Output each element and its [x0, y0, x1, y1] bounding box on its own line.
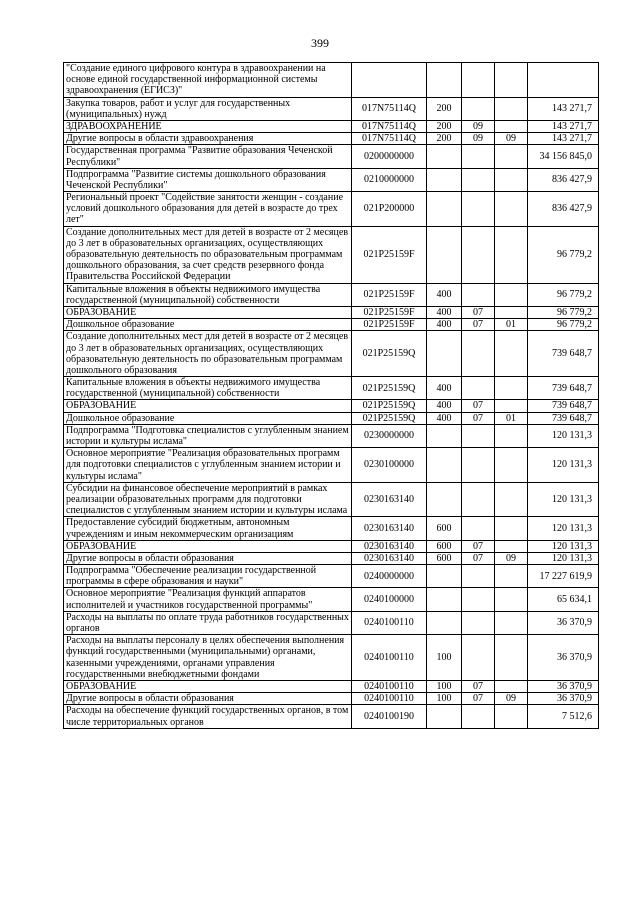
expense-name-cell: Другие вопросы в области образования [64, 552, 352, 564]
amount-cell: 36 370,9 [528, 680, 599, 692]
expense-name-cell: Субсидии на финансовое обеспечение мероприятий в рамках реализации образовательных программ для подготовки специалистов с углубленным знанием истории и культуры ислама [64, 482, 352, 517]
table-row [64, 226, 599, 283]
section-code-cell [462, 145, 495, 168]
expense-name-cell: Подпрограмма "Обеспечение реализации государственной программы в сфере образования и науки" [64, 565, 352, 588]
expense-type-cell [427, 482, 462, 517]
subsection-code-cell [495, 168, 528, 191]
amount-cell: 836 427,9 [528, 192, 599, 227]
subsection-code-cell [495, 97, 528, 120]
expense-type-cell [427, 168, 462, 191]
target-article-code-cell: 0210000000 [352, 168, 427, 191]
expense-type-cell: 600 [427, 552, 462, 564]
subsection-code-cell [495, 226, 528, 283]
expense-type-cell [427, 424, 462, 447]
table-row [64, 705, 599, 728]
amount-cell: 120 131,3 [528, 552, 599, 564]
section-code-cell [462, 283, 495, 306]
expense-type-cell [427, 588, 462, 611]
section-code-cell [462, 588, 495, 611]
expense-type-cell: 100 [427, 693, 462, 705]
section-code-cell: 09 [462, 120, 495, 132]
section-code-cell [462, 331, 495, 377]
section-code-cell: 07 [462, 400, 495, 412]
expense-name-cell: Государственная программа "Развитие образования Чеченской Республики" [64, 145, 352, 168]
target-article-code-cell: 0230000000 [352, 424, 427, 447]
expense-name-cell: Региональный проект "Содействие занятости женщин - создание условий дошкольного образования для детей в возрасте до трех лет" [64, 192, 352, 227]
target-article-code-cell: 021P200000 [352, 192, 427, 227]
subsection-code-cell [495, 63, 528, 98]
target-article-code-cell: 0200000000 [352, 145, 427, 168]
table-row [64, 565, 599, 588]
expense-name-cell: Основное мероприятие "Реализация образовательных программ для подготовки специалистов с углубленным знанием истории и культуры ислама" [64, 448, 352, 483]
section-code-cell [462, 565, 495, 588]
page-number: 399 [311, 36, 329, 50]
amount-cell: 120 131,3 [528, 517, 599, 540]
expense-name-cell: ОБРАЗОВАНИЕ [64, 400, 352, 412]
target-article-code-cell: 017N75114Q [352, 120, 427, 132]
target-article-code-cell: 021P25159F [352, 319, 427, 331]
table-row [64, 331, 599, 377]
budget-table-body [64, 63, 599, 729]
amount-cell [528, 63, 599, 98]
target-article-code-cell: 0240000000 [352, 565, 427, 588]
expense-type-cell: 400 [427, 283, 462, 306]
target-article-code-cell: 021P25159Q [352, 400, 427, 412]
amount-cell: 7 512,6 [528, 705, 599, 728]
expense-type-cell: 400 [427, 319, 462, 331]
subsection-code-cell [495, 145, 528, 168]
subsection-code-cell [495, 680, 528, 692]
amount-cell: 96 779,2 [528, 306, 599, 318]
amount-cell: 36 370,9 [528, 693, 599, 705]
subsection-code-cell [495, 635, 528, 681]
expense-type-cell [427, 705, 462, 728]
subsection-code-cell [495, 611, 528, 634]
subsection-code-cell [495, 705, 528, 728]
target-article-code-cell: 0230163140 [352, 482, 427, 517]
target-article-code-cell: 0230163140 [352, 552, 427, 564]
subsection-code-cell: 09 [495, 552, 528, 564]
table-row [64, 588, 599, 611]
expense-type-cell: 400 [427, 400, 462, 412]
expense-type-cell: 200 [427, 120, 462, 132]
subsection-code-cell [495, 120, 528, 132]
expense-name-cell: Дошкольное образование [64, 319, 352, 331]
subsection-code-cell: 01 [495, 412, 528, 424]
subsection-code-cell [495, 565, 528, 588]
target-article-code-cell: 0230163140 [352, 540, 427, 552]
expense-name-cell: Другие вопросы в области образования [64, 693, 352, 705]
target-article-code-cell: 021P25159Q [352, 331, 427, 377]
table-row [64, 306, 599, 318]
section-code-cell: 07 [462, 306, 495, 318]
expense-type-cell: 200 [427, 97, 462, 120]
amount-cell: 17 227 619,9 [528, 565, 599, 588]
subsection-code-cell [495, 400, 528, 412]
target-article-code-cell: 017N75114Q [352, 133, 427, 145]
expense-type-cell: 400 [427, 377, 462, 400]
target-article-code-cell: 021P25159F [352, 283, 427, 306]
amount-cell: 739 648,7 [528, 377, 599, 400]
section-code-cell: 07 [462, 552, 495, 564]
subsection-code-cell [495, 283, 528, 306]
expense-name-cell: Основное мероприятие "Реализация функций аппаратов исполнителей и участников государственной программы" [64, 588, 352, 611]
amount-cell: 739 648,7 [528, 412, 599, 424]
expense-name-cell: Подпрограмма "Подготовка специалистов с углубленным знанием истории и культуры ислама" [64, 424, 352, 447]
subsection-code-cell [495, 588, 528, 611]
amount-cell: 120 131,3 [528, 448, 599, 483]
subsection-code-cell [495, 540, 528, 552]
amount-cell: 96 779,2 [528, 226, 599, 283]
expense-name-cell: Другие вопросы в области здравоохранения [64, 133, 352, 145]
expense-name-cell: Капитальные вложения в объекты недвижимого имущества государственной (муниципальной) собственности [64, 283, 352, 306]
amount-cell: 739 648,7 [528, 400, 599, 412]
target-article-code-cell: 021P25159F [352, 226, 427, 283]
table-row [64, 517, 599, 540]
section-code-cell [462, 63, 495, 98]
subsection-code-cell: 09 [495, 133, 528, 145]
target-article-code-cell [352, 63, 427, 98]
table-row [64, 377, 599, 400]
table-row [64, 120, 599, 132]
subsection-code-cell [495, 306, 528, 318]
expense-name-cell: ОБРАЗОВАНИЕ [64, 680, 352, 692]
amount-cell: 143 271,7 [528, 97, 599, 120]
expense-type-cell [427, 226, 462, 283]
expense-type-cell: 400 [427, 412, 462, 424]
expense-name-cell: Подпрограмма "Развитие системы дошкольного образования Чеченской Республики" [64, 168, 352, 191]
table-row [64, 635, 599, 681]
table-row [64, 400, 599, 412]
table-row [64, 133, 599, 145]
amount-cell: 120 131,3 [528, 424, 599, 447]
table-row [64, 424, 599, 447]
amount-cell: 36 370,9 [528, 635, 599, 681]
target-article-code-cell: 0240100110 [352, 680, 427, 692]
table-row [64, 319, 599, 331]
expense-type-cell: 100 [427, 635, 462, 681]
section-code-cell [462, 517, 495, 540]
target-article-code-cell: 0230100000 [352, 448, 427, 483]
table-row [64, 482, 599, 517]
expense-type-cell [427, 192, 462, 227]
expense-type-cell [427, 63, 462, 98]
expense-name-cell: Закупка товаров, работ и услуг для государственных (муниципальных) нужд [64, 97, 352, 120]
expense-type-cell [427, 145, 462, 168]
target-article-code-cell: 0240100110 [352, 611, 427, 634]
expense-type-cell: 600 [427, 517, 462, 540]
section-code-cell [462, 97, 495, 120]
target-article-code-cell: 0230163140 [352, 517, 427, 540]
amount-cell: 36 370,9 [528, 611, 599, 634]
subsection-code-cell [495, 424, 528, 447]
section-code-cell [462, 226, 495, 283]
section-code-cell: 07 [462, 693, 495, 705]
target-article-code-cell: 0240100110 [352, 693, 427, 705]
expense-name-cell: ЗДРАВООХРАНЕНИЕ [64, 120, 352, 132]
expense-name-cell: Расходы на выплаты по оплате труда работников государственных органов [64, 611, 352, 634]
expense-type-cell: 600 [427, 540, 462, 552]
table-row [64, 283, 599, 306]
amount-cell: 65 634,1 [528, 588, 599, 611]
subsection-code-cell [495, 482, 528, 517]
section-code-cell [462, 448, 495, 483]
section-code-cell [462, 635, 495, 681]
section-code-cell: 07 [462, 319, 495, 331]
section-code-cell [462, 482, 495, 517]
amount-cell: 96 779,2 [528, 283, 599, 306]
expense-type-cell: 100 [427, 680, 462, 692]
expense-type-cell [427, 331, 462, 377]
table-row [64, 192, 599, 227]
expense-name-cell: "Создание единого цифрового контура в здравоохранении на основе единой государственной информационной системы здравоохранения (ЕГИСЗ)" [64, 63, 352, 98]
table-row [64, 611, 599, 634]
expense-name-cell: Расходы на обеспечение функций государственных органов, в том числе территориальных органов [64, 705, 352, 728]
target-article-code-cell: 0240100000 [352, 588, 427, 611]
table-row [64, 97, 599, 120]
table-row [64, 168, 599, 191]
section-code-cell: 07 [462, 540, 495, 552]
expense-name-cell: Создание дополнительных мест для детей в возрасте от 2 месяцев до 3 лет в образовательных организациях, осуществляющих образовательную деятельность по образовательным программам дошкольного образования [64, 331, 352, 377]
expense-type-cell: 200 [427, 133, 462, 145]
subsection-code-cell [495, 517, 528, 540]
expense-name-cell: ОБРАЗОВАНИЕ [64, 306, 352, 318]
target-article-code-cell: 0240100110 [352, 635, 427, 681]
target-article-code-cell: 017N75114Q [352, 97, 427, 120]
section-code-cell [462, 192, 495, 227]
section-code-cell [462, 705, 495, 728]
expense-name-cell: ОБРАЗОВАНИЕ [64, 540, 352, 552]
section-code-cell: 07 [462, 412, 495, 424]
target-article-code-cell: 021P25159Q [352, 412, 427, 424]
target-article-code-cell: 021P25159F [352, 306, 427, 318]
expense-name-cell: Создание дополнительных мест для детей в возрасте от 2 месяцев до 3 лет в образовательных организациях, осуществляющих образовательную деятельность по образовательным программам дошкольного образования, за счет средств резервного фонда Правительства Российской Федерации [64, 226, 352, 283]
section-code-cell [462, 168, 495, 191]
subsection-code-cell [495, 448, 528, 483]
subsection-code-cell: 09 [495, 693, 528, 705]
expense-name-cell: Расходы на выплаты персоналу в целях обеспечения выполнения функций государственными (муниципальными) органами, казенными учреждениями, органами управления государственными внебюджетными фондами [64, 635, 352, 681]
expense-type-cell: 400 [427, 306, 462, 318]
table-row [64, 680, 599, 692]
budget-table [63, 62, 599, 729]
amount-cell: 143 271,7 [528, 133, 599, 145]
expense-type-cell [427, 448, 462, 483]
table-row [64, 63, 599, 98]
amount-cell: 836 427,9 [528, 168, 599, 191]
amount-cell: 739 648,7 [528, 331, 599, 377]
section-code-cell [462, 611, 495, 634]
subsection-code-cell: 01 [495, 319, 528, 331]
table-row [64, 552, 599, 564]
table-row [64, 412, 599, 424]
target-article-code-cell: 021P25159Q [352, 377, 427, 400]
subsection-code-cell [495, 377, 528, 400]
expense-name-cell: Предоставление субсидий бюджетным, автономным учреждениям и иным некоммерческим организациям [64, 517, 352, 540]
amount-cell: 34 156 845,0 [528, 145, 599, 168]
section-code-cell [462, 424, 495, 447]
expense-type-cell [427, 611, 462, 634]
amount-cell: 96 779,2 [528, 319, 599, 331]
section-code-cell [462, 377, 495, 400]
table-row [64, 145, 599, 168]
table-row [64, 448, 599, 483]
amount-cell: 120 131,3 [528, 540, 599, 552]
amount-cell: 120 131,3 [528, 482, 599, 517]
section-code-cell: 07 [462, 680, 495, 692]
expense-type-cell [427, 565, 462, 588]
section-code-cell: 09 [462, 133, 495, 145]
table-row [64, 540, 599, 552]
expense-name-cell: Капитальные вложения в объекты недвижимого имущества государственной (муниципальной) собственности [64, 377, 352, 400]
expense-name-cell: Дошкольное образование [64, 412, 352, 424]
target-article-code-cell: 0240100190 [352, 705, 427, 728]
amount-cell: 143 271,7 [528, 120, 599, 132]
subsection-code-cell [495, 192, 528, 227]
subsection-code-cell [495, 331, 528, 377]
table-row [64, 693, 599, 705]
